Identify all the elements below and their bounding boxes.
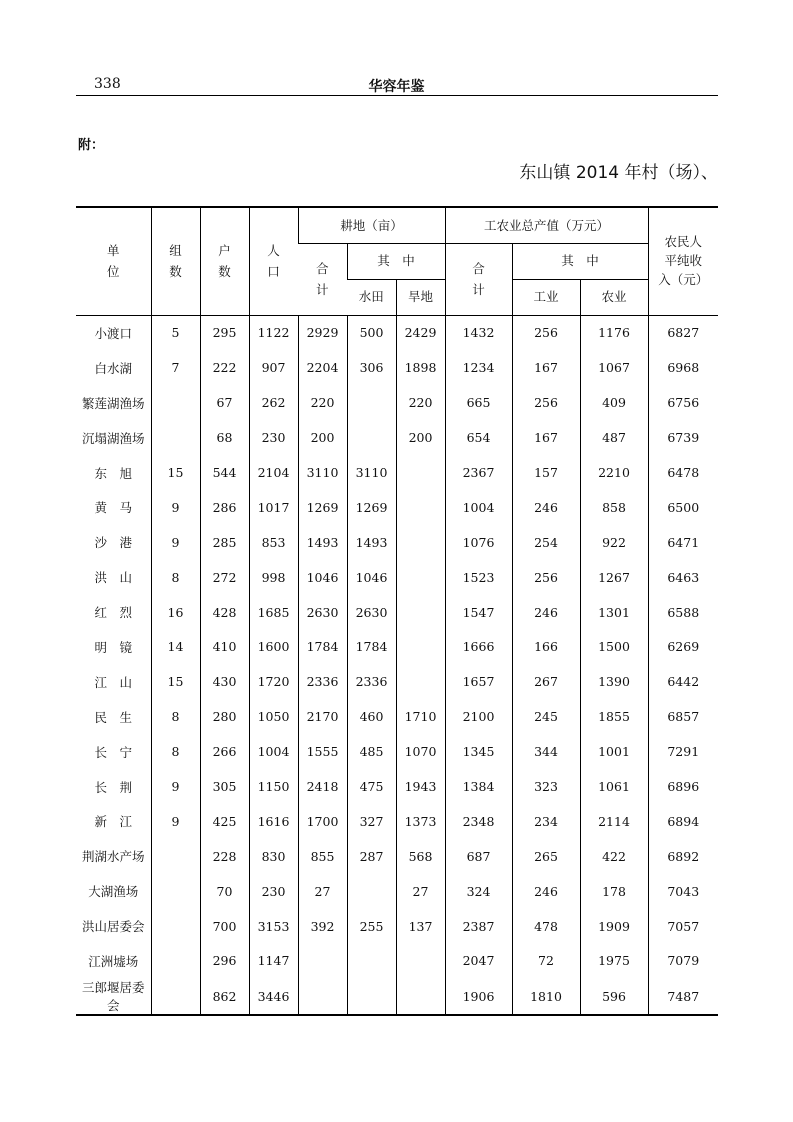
cell-dry: 2429	[396, 315, 445, 350]
cell-paddy	[347, 420, 396, 455]
cell-agriculture: 422	[580, 839, 648, 874]
cell-income: 7043	[648, 874, 718, 909]
appendix-label: 附：	[78, 138, 105, 153]
cell-groups: 16	[151, 595, 200, 630]
cell-population: 1017	[249, 490, 298, 525]
col-output-of-which: 其 中	[512, 243, 648, 279]
cell-groups: 9	[151, 769, 200, 804]
cell-groups: 9	[151, 525, 200, 560]
cell-output-total: 1657	[445, 664, 512, 699]
cell-paddy: 1784	[347, 630, 396, 665]
cell-households: 68	[200, 420, 249, 455]
cell-paddy	[347, 944, 396, 979]
book-title: 华容年鉴	[368, 79, 425, 95]
cell-farm-total: 1700	[298, 804, 347, 839]
cell-population: 1122	[249, 315, 298, 350]
table-row	[76, 525, 718, 560]
cell-paddy: 500	[347, 315, 396, 350]
cell-agriculture: 1301	[580, 595, 648, 630]
cell-farm-total: 855	[298, 839, 347, 874]
cell-groups	[151, 385, 200, 420]
cell-paddy: 2336	[347, 664, 396, 699]
col-output-total: 合 计	[445, 243, 512, 315]
cell-output-total: 1547	[445, 595, 512, 630]
cell-output-total: 1906	[445, 978, 512, 1015]
col-farmland-of-which: 其 中	[347, 243, 445, 279]
cell-industry: 246	[512, 874, 580, 909]
cell-output-total: 2100	[445, 699, 512, 734]
cell-income: 6588	[648, 595, 718, 630]
cell-agriculture: 409	[580, 385, 648, 420]
cell-households: 425	[200, 804, 249, 839]
table-row	[76, 490, 718, 525]
cell-industry: 267	[512, 664, 580, 699]
cell-agriculture: 1267	[580, 560, 648, 595]
col-population: 人 口	[249, 207, 298, 315]
cell-income: 6896	[648, 769, 718, 804]
cell-output-total: 1384	[445, 769, 512, 804]
cell-dry	[396, 595, 445, 630]
cell-output-total: 654	[445, 420, 512, 455]
cell-population: 907	[249, 350, 298, 385]
table-row	[76, 630, 718, 665]
cell-income: 6756	[648, 385, 718, 420]
cell-households: 862	[200, 978, 249, 1015]
cell-name: 红 烈	[94, 605, 132, 621]
cell-farm-total: 27	[298, 874, 347, 909]
cell-paddy: 1046	[347, 560, 396, 595]
cell-paddy: 2630	[347, 595, 396, 630]
cell-paddy	[347, 874, 396, 909]
cell-name: 江 山	[94, 674, 132, 690]
cell-output-total: 1432	[445, 315, 512, 350]
cell-population: 2104	[249, 455, 298, 490]
cell-population: 830	[249, 839, 298, 874]
cell-households: 222	[200, 350, 249, 385]
cell-farm-total: 1555	[298, 734, 347, 769]
cell-name: 长 宁	[94, 744, 132, 760]
cell-groups: 5	[151, 315, 200, 350]
cell-population: 853	[249, 525, 298, 560]
cell-groups: 8	[151, 699, 200, 734]
cell-output-total: 1004	[445, 490, 512, 525]
table-row	[76, 874, 718, 909]
cell-output-total: 1666	[445, 630, 512, 665]
cell-population: 230	[249, 420, 298, 455]
cell-output-total: 665	[445, 385, 512, 420]
cell-dry: 220	[396, 385, 445, 420]
table-row	[76, 769, 718, 804]
cell-industry: 72	[512, 944, 580, 979]
cell-households: 266	[200, 734, 249, 769]
cell-name: 荆湖水产场	[81, 849, 145, 865]
cell-income: 6478	[648, 455, 718, 490]
table-row	[76, 560, 718, 595]
col-farmland: 耕地（亩）	[298, 207, 445, 243]
cell-farm-total: 392	[298, 909, 347, 944]
cell-population: 262	[249, 385, 298, 420]
col-farmland-total: 合 计	[298, 243, 347, 315]
cell-name: 繁莲湖渔场	[81, 395, 145, 411]
table-row	[76, 909, 718, 944]
cell-output-total: 687	[445, 839, 512, 874]
cell-income: 7079	[648, 944, 718, 979]
cell-agriculture: 487	[580, 420, 648, 455]
cell-income: 7487	[648, 978, 718, 1015]
cell-households: 295	[200, 315, 249, 350]
cell-paddy: 327	[347, 804, 396, 839]
cell-population: 1147	[249, 944, 298, 979]
table-row	[76, 595, 718, 630]
cell-farm-total: 3110	[298, 455, 347, 490]
cell-farm-total: 1269	[298, 490, 347, 525]
cell-industry: 234	[512, 804, 580, 839]
cell-dry: 1710	[396, 699, 445, 734]
table-row	[76, 455, 718, 490]
cell-population: 1616	[249, 804, 298, 839]
cell-paddy: 1269	[347, 490, 396, 525]
cell-industry: 344	[512, 734, 580, 769]
cell-output-total: 1234	[445, 350, 512, 385]
cell-agriculture: 1390	[580, 664, 648, 699]
cell-dry: 1070	[396, 734, 445, 769]
cell-industry: 256	[512, 560, 580, 595]
cell-farm-total: 220	[298, 385, 347, 420]
cell-households: 296	[200, 944, 249, 979]
col-output: 工农业总产值（万元）	[445, 207, 648, 243]
cell-agriculture: 2114	[580, 804, 648, 839]
col-households: 户 数	[200, 207, 249, 315]
cell-groups	[151, 420, 200, 455]
cell-paddy: 306	[347, 350, 396, 385]
cell-industry: 256	[512, 315, 580, 350]
cell-name: 长 荆	[94, 779, 132, 795]
cell-farm-total: 2170	[298, 699, 347, 734]
cell-groups	[151, 978, 200, 1015]
cell-dry: 200	[396, 420, 445, 455]
cell-paddy: 460	[347, 699, 396, 734]
table-row	[76, 978, 718, 1015]
col-industry: 工业	[512, 279, 580, 315]
cell-population: 1050	[249, 699, 298, 734]
cell-industry: 254	[512, 525, 580, 560]
cell-farm-total: 1046	[298, 560, 347, 595]
cell-population: 998	[249, 560, 298, 595]
cell-dry: 568	[396, 839, 445, 874]
table-body	[76, 315, 718, 1015]
cell-agriculture: 858	[580, 490, 648, 525]
cell-population: 1150	[249, 769, 298, 804]
cell-paddy: 287	[347, 839, 396, 874]
cell-name: 东 旭	[94, 465, 132, 481]
cell-name: 沉塌湖渔场	[81, 430, 145, 446]
cell-dry	[396, 490, 445, 525]
col-income: 农民人 平纯收 入（元）	[648, 207, 718, 315]
cell-households: 305	[200, 769, 249, 804]
cell-output-total: 324	[445, 874, 512, 909]
cell-households: 286	[200, 490, 249, 525]
cell-income: 7291	[648, 734, 718, 769]
cell-farm-total: 2418	[298, 769, 347, 804]
cell-paddy: 1493	[347, 525, 396, 560]
cell-name: 白水湖	[94, 360, 132, 376]
table-row	[76, 385, 718, 420]
cell-income: 6968	[648, 350, 718, 385]
cell-dry: 27	[396, 874, 445, 909]
cell-population: 3153	[249, 909, 298, 944]
cell-agriculture: 1067	[580, 350, 648, 385]
cell-groups: 8	[151, 560, 200, 595]
cell-paddy: 255	[347, 909, 396, 944]
cell-farm-total: 2630	[298, 595, 347, 630]
cell-industry: 478	[512, 909, 580, 944]
cell-income: 6442	[648, 664, 718, 699]
cell-income: 7057	[648, 909, 718, 944]
cell-industry: 246	[512, 595, 580, 630]
cell-industry: 157	[512, 455, 580, 490]
cell-agriculture: 1061	[580, 769, 648, 804]
cell-farm-total: 1784	[298, 630, 347, 665]
cell-name: 小渡口	[94, 325, 132, 341]
cell-dry	[396, 978, 445, 1015]
cell-households: 410	[200, 630, 249, 665]
cell-agriculture: 1975	[580, 944, 648, 979]
cell-farm-total: 2204	[298, 350, 347, 385]
table-row	[76, 804, 718, 839]
table-header	[76, 207, 718, 315]
cell-dry	[396, 630, 445, 665]
cell-groups	[151, 944, 200, 979]
cell-industry: 256	[512, 385, 580, 420]
cell-dry	[396, 664, 445, 699]
cell-industry: 1810	[512, 978, 580, 1015]
cell-agriculture: 2210	[580, 455, 648, 490]
cell-households: 280	[200, 699, 249, 734]
cell-income: 6463	[648, 560, 718, 595]
table-row	[76, 350, 718, 385]
cell-name: 洪 山	[94, 570, 132, 586]
cell-agriculture: 922	[580, 525, 648, 560]
cell-name: 大湖渔场	[88, 884, 139, 900]
cell-farm-total	[298, 978, 347, 1015]
cell-agriculture: 1176	[580, 315, 648, 350]
cell-output-total: 2047	[445, 944, 512, 979]
table-row	[76, 944, 718, 979]
cell-income: 6827	[648, 315, 718, 350]
cell-farm-total: 200	[298, 420, 347, 455]
cell-farm-total: 2929	[298, 315, 347, 350]
cell-industry: 246	[512, 490, 580, 525]
table-row	[76, 699, 718, 734]
cell-income: 6471	[648, 525, 718, 560]
cell-population: 1600	[249, 630, 298, 665]
cell-population: 230	[249, 874, 298, 909]
cell-groups: 15	[151, 455, 200, 490]
cell-paddy: 475	[347, 769, 396, 804]
cell-name: 明 镜	[94, 639, 132, 655]
cell-income: 6269	[648, 630, 718, 665]
cell-groups: 15	[151, 664, 200, 699]
cell-output-total: 2387	[445, 909, 512, 944]
cell-income: 6739	[648, 420, 718, 455]
cell-farm-total: 2336	[298, 664, 347, 699]
table-row	[76, 839, 718, 874]
cell-output-total: 2348	[445, 804, 512, 839]
cell-paddy: 485	[347, 734, 396, 769]
cell-name: 洪山居委会	[81, 919, 145, 935]
cell-dry	[396, 560, 445, 595]
cell-industry: 166	[512, 630, 580, 665]
cell-agriculture: 1001	[580, 734, 648, 769]
cell-income: 6892	[648, 839, 718, 874]
cell-farm-total	[298, 944, 347, 979]
cell-groups	[151, 909, 200, 944]
cell-industry: 167	[512, 350, 580, 385]
cell-households: 285	[200, 525, 249, 560]
page-number: 338	[94, 76, 121, 92]
cell-name: 黄 马	[94, 500, 132, 516]
col-paddy: 水田	[347, 279, 396, 315]
cell-population: 3446	[249, 978, 298, 1015]
header-rule	[76, 95, 718, 96]
cell-name: 新 江	[94, 814, 132, 830]
cell-households: 67	[200, 385, 249, 420]
cell-name: 三郎堰居委会	[76, 978, 151, 1015]
cell-households: 428	[200, 595, 249, 630]
cell-paddy: 3110	[347, 455, 396, 490]
cell-dry	[396, 525, 445, 560]
cell-groups: 9	[151, 804, 200, 839]
cell-output-total: 1523	[445, 560, 512, 595]
cell-paddy	[347, 978, 396, 1015]
table-row	[76, 315, 718, 350]
cell-agriculture: 1909	[580, 909, 648, 944]
col-unit: 单 位	[76, 207, 151, 315]
cell-income: 6500	[648, 490, 718, 525]
cell-income: 6857	[648, 699, 718, 734]
cell-name: 民 生	[94, 709, 132, 725]
cell-industry: 265	[512, 839, 580, 874]
cell-income: 6894	[648, 804, 718, 839]
cell-groups: 7	[151, 350, 200, 385]
cell-agriculture: 1500	[580, 630, 648, 665]
cell-households: 700	[200, 909, 249, 944]
col-groups: 组 数	[151, 207, 200, 315]
cell-agriculture: 1855	[580, 699, 648, 734]
cell-agriculture: 596	[580, 978, 648, 1015]
cell-households: 70	[200, 874, 249, 909]
cell-name: 江洲墟场	[88, 953, 139, 969]
statistics-table	[76, 206, 718, 1016]
cell-output-total: 2367	[445, 455, 512, 490]
cell-output-total: 1345	[445, 734, 512, 769]
cell-households: 430	[200, 664, 249, 699]
cell-industry: 323	[512, 769, 580, 804]
cell-population: 1004	[249, 734, 298, 769]
col-agriculture: 农业	[580, 279, 648, 315]
cell-population: 1720	[249, 664, 298, 699]
cell-name: 沙 港	[94, 535, 132, 551]
cell-groups: 9	[151, 490, 200, 525]
cell-dry: 137	[396, 909, 445, 944]
cell-population: 1685	[249, 595, 298, 630]
cell-paddy	[347, 385, 396, 420]
cell-agriculture: 178	[580, 874, 648, 909]
table-row	[76, 420, 718, 455]
table-title: 东山镇 2014 年村（场）、	[519, 163, 718, 183]
cell-dry: 1943	[396, 769, 445, 804]
cell-industry: 245	[512, 699, 580, 734]
cell-dry	[396, 455, 445, 490]
cell-groups: 14	[151, 630, 200, 665]
table-row	[76, 734, 718, 769]
cell-farm-total: 1493	[298, 525, 347, 560]
cell-groups	[151, 839, 200, 874]
cell-households: 228	[200, 839, 249, 874]
cell-households: 272	[200, 560, 249, 595]
col-dry: 旱地	[396, 279, 445, 315]
cell-dry: 1898	[396, 350, 445, 385]
cell-groups: 8	[151, 734, 200, 769]
cell-dry: 1373	[396, 804, 445, 839]
cell-households: 544	[200, 455, 249, 490]
cell-dry	[396, 944, 445, 979]
cell-output-total: 1076	[445, 525, 512, 560]
table-row	[76, 664, 718, 699]
cell-industry: 167	[512, 420, 580, 455]
cell-groups	[151, 874, 200, 909]
